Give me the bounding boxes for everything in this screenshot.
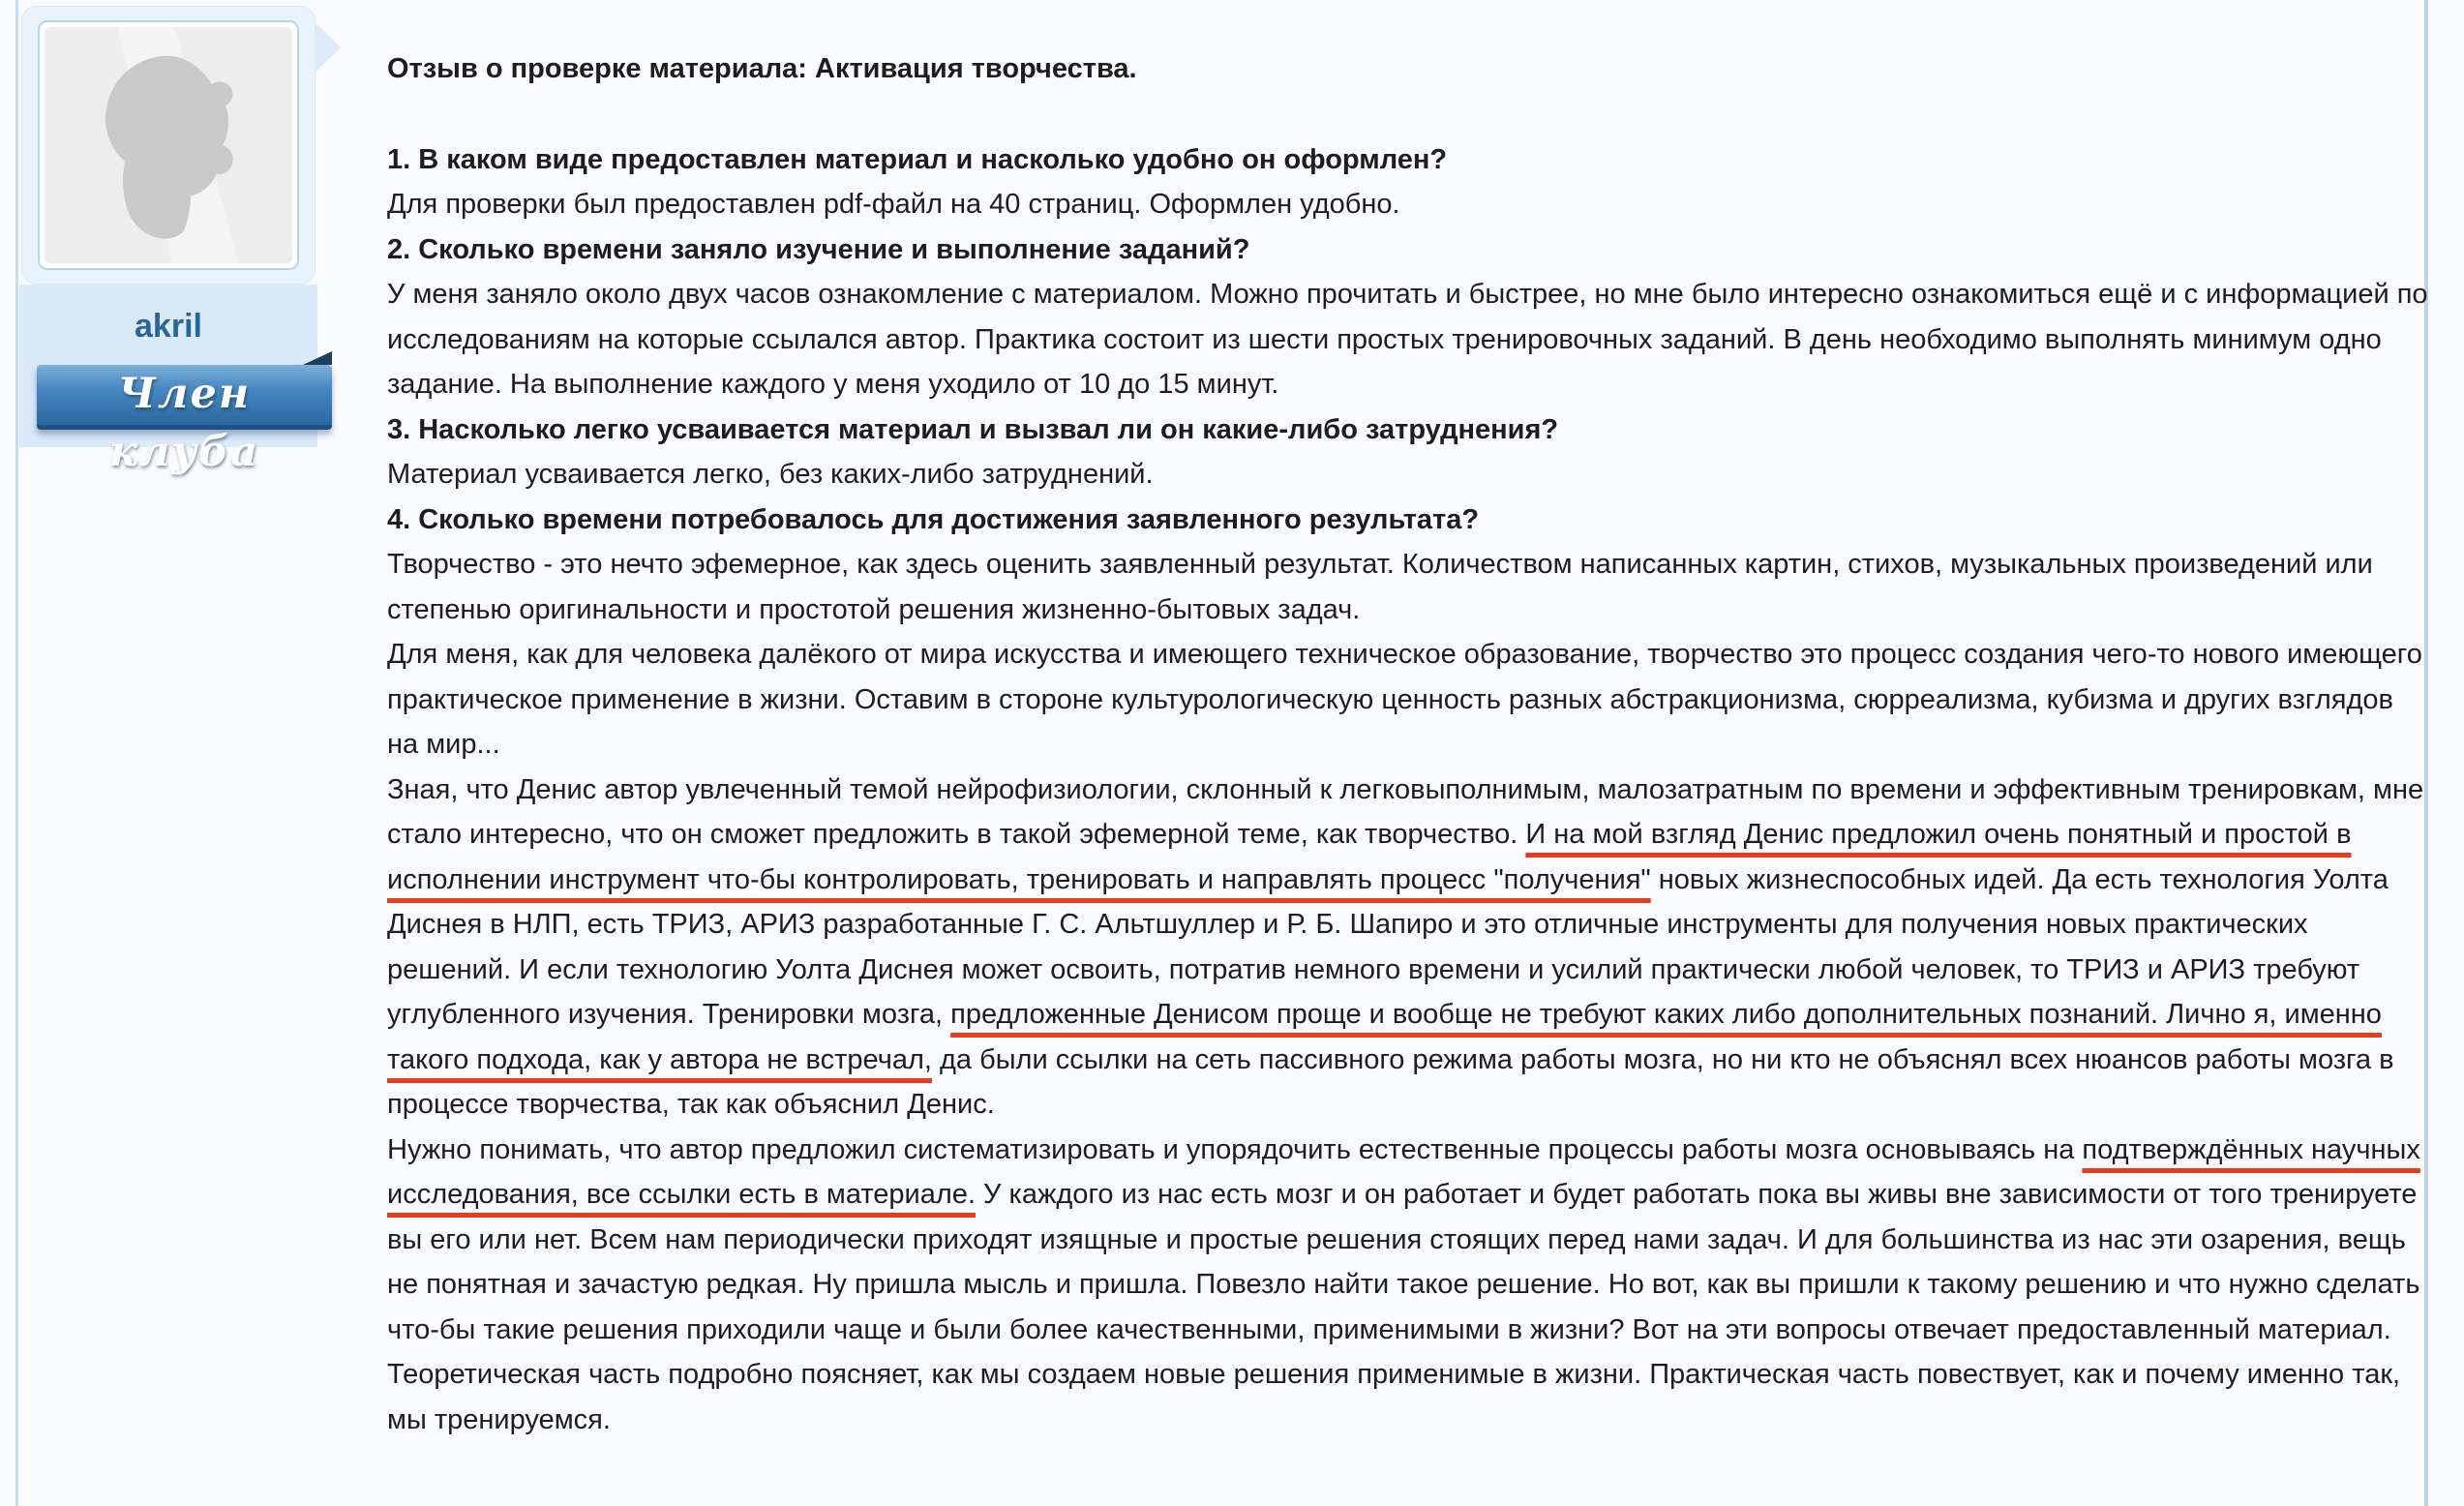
text-segment: Нужно понимать, что автор предложил систематизировать и упорядочить естественные процессы работы мозга основываясь на bbox=[387, 1133, 2083, 1165]
text-segment: У каждого из нас есть мозг и он работает и будет работать пока вы живы вне зависимости от того тренируете вы его или нет. Всем нам периодически приходят изящные и простые решения стоящих перед нами задач. И для большинства из нас эти озарения, вещь не понятная и зачастую редкая. Ну пришла мысль и пришла. Повезло найти такое решение. Но вот, как вы пришли к такому решению и что нужно сделать что-бы такие решения приходили чаще и были более качественными, применимыми в жизни? Вот на эти вопросы отвечает предоставленный материал. bbox=[387, 1179, 2420, 1345]
question-2: 2. Сколько времени заняло изучение и выполнение заданий? bbox=[387, 233, 1250, 265]
answer-4-para-1: Творчество - это нечто эфемерное, как здесь оценить заявленный результат. Количеством написанных картин, стихов, музыкальных произведений или степенью оригинальности и простотой решения жизненно-бытовых задач. bbox=[387, 549, 2373, 625]
answer-1: Для проверки был предоставлен pdf-файл на 40 страниц. Оформлен удобно. bbox=[387, 189, 1400, 220]
member-badge-label: Член клуба bbox=[108, 370, 260, 476]
avatar-card bbox=[21, 6, 316, 285]
question-1: 1. В каком виде предоставлен материал и насколько удобно он оформлен? bbox=[387, 143, 1448, 175]
review-body bbox=[387, 46, 2431, 1442]
question-3: 3. Насколько легко усваивается материал и вызвал ли он какие-либо затруднения? bbox=[387, 413, 1559, 445]
text-segment: да были ссылки на сеть пассивного режима работы мозга, но ни кто не объяснял всех нюансов работы мозга в процессе творчества, так как объяснил Денис. bbox=[387, 1043, 2394, 1120]
answer-3: Материал усваивается легко, без каких-либо затруднений. bbox=[387, 459, 1154, 490]
review-title: Отзыв о проверке материала: Активация творчества. bbox=[387, 53, 1137, 84]
text-segment: новых жизнеспособных идей. Да есть технология Уолта Диснея в НЛП, есть ТРИЗ, АРИЗ разработанные Г. С. Альтшуллер и Р. Б. Шапиро и это отличные инструменты для получения новых практических решений. И если технологию Уолта Диснея может освоить, потратив немного времени и усилий практически любой человек, то ТРИЗ и АРИЗ требуют углубленного изучения. Тренировки мозга, bbox=[387, 863, 2389, 1030]
speech-bubble-tail bbox=[315, 22, 341, 73]
answer-4-para-3 bbox=[387, 768, 2431, 1128]
member-badge bbox=[37, 365, 332, 476]
avatar-frame bbox=[38, 20, 299, 270]
answer-4-para-5: Теоретическая часть подробно поясняет, как мы создаем новые решения применимые в жизни. Практическая часть повествует, как и почему именно так, мы тренируемся. bbox=[387, 1359, 2401, 1435]
question-4: 4. Сколько времени потребовалось для достижения заявленного результата? bbox=[387, 503, 1480, 535]
user-panel bbox=[19, 285, 317, 476]
answer-4-para-2: Для меня, как для человека далёкого от мира искусства и имеющего техническое образование, творчество это процесс создания чего-то нового имеющего практическое применение в жизни. Оставим в стороне культурологическую ценность разных абстракционизма, сюрреализма, кубизма и других взглядов на мир... bbox=[387, 639, 2422, 760]
avatar[interactable] bbox=[45, 27, 292, 263]
red-underlined-text: предложенные Денисом проще и вообще не требуют каких либо дополнительных познаний. Лично я, именно такого подхода, как у автора не встречал, bbox=[387, 999, 2382, 1075]
left-border-line bbox=[15, 0, 18, 1506]
red-underlined-text: подтверждённых научных исследования, все ссылки есть в материале. bbox=[387, 1133, 2420, 1210]
username-link[interactable]: akril bbox=[135, 308, 202, 345]
answer-2: У меня заняло около двух часов ознакомление с материалом. Можно прочитать и быстрее, но мне было интересно ознакомиться ещё и с информацией по исследованиям на которые ссылался автор. Практика состоит из шести простых тренировочных заданий. В день необходимо выполнять минимум одно задание. На выполнение каждого у меня уходило от 10 до 15 минут. bbox=[387, 279, 2428, 400]
red-underlined-text: И на мой взгляд Денис предложил очень понятный и простой в исполнении инструмент что-бы контролировать, тренировать и направлять процесс "получения" bbox=[387, 819, 2352, 895]
text-segment: Зная, что Денис автор увлеченный темой нейрофизиологии, склонный к легковыполнимым, малозатратным по времени и эффективным тренировкам, мне стало интересно, что он сможет предложить в такой эфемерной теме, как творчество. bbox=[387, 773, 2424, 850]
avatar-silhouette-icon bbox=[45, 27, 292, 263]
answer-4-para-4 bbox=[387, 1128, 2431, 1353]
